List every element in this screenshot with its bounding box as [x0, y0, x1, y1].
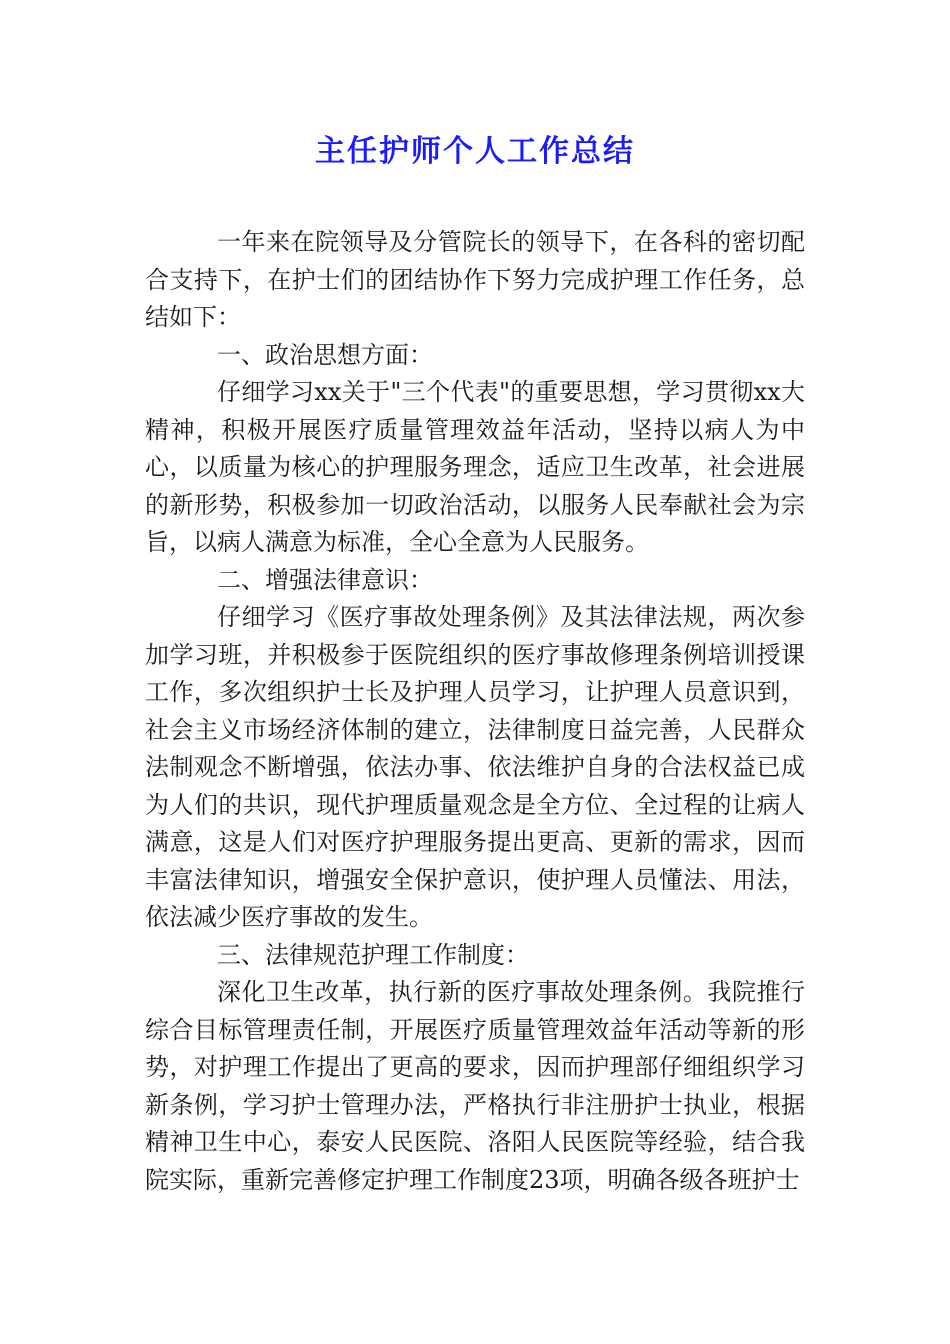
paragraph-intro: 一年来在院领导及分管院长的领导下，在各科的密切配合支持下，在护士们的团结协作下努力完成护理工作任务，总结如下： [145, 228, 805, 331]
paragraph-section-2: 仔细学习《医疗事故处理条例》及其法律法规，两次参加学习班，并积极参于医院组织的医疗事故修理条例培训授课工作，多次组织护士长及护理人员学习，让护理人员意识到，社会主义市场经济体制的建立，法律制度日益完善，人民群众法制观念不断增强，依法办事、依法维护自身的合法权益已成为人们的共识，现代护理质量观念是全方位、全过程的让病人满意，这是人们对医疗护理服务提出更高、更新的需求，因而丰富法律知识，增强安全保护意识，使护理人员懂法、用法，依法减少医疗事故的发生。 [145, 603, 805, 931]
paragraph-section-1: 仔细学习xx关于"三个代表"的重要思想，学习贯彻xx大精神，积极开展医疗质量管理效益年活动，坚持以病人为中心，以质量为核心的护理服务理念，适应卫生改革，社会进展的新形势，积极参加一切政治活动，以服务人民奉献社会为宗旨，以病人满意为标准，全心全意为人民服务。 [145, 378, 805, 556]
document-title: 主任护师个人工作总结 [315, 134, 635, 169]
paragraph-section-3: 深化卫生改革，执行新的医疗事故处理条例。我院推行综合目标管理责任制，开展医疗质量管理效益年活动等新的形势，对护理工作提出了更高的要求，因而护理部仔细组织学习新条例，学习护士管理办法，严格执行非注册护士执业，根据精神卫生中心，泰安人民医院、洛阳人民医院等经验，结合我院实际，重新完善修定护理工作制度23项，明确各级各班护士 [145, 978, 805, 1194]
section-heading-1: 一、政治思想方面： [217, 340, 433, 369]
section-heading-3: 三、法律规范护理工作制度： [217, 940, 529, 969]
document-body [145, 224, 805, 1199]
section-heading-2: 二、增强法律意识： [217, 565, 433, 594]
